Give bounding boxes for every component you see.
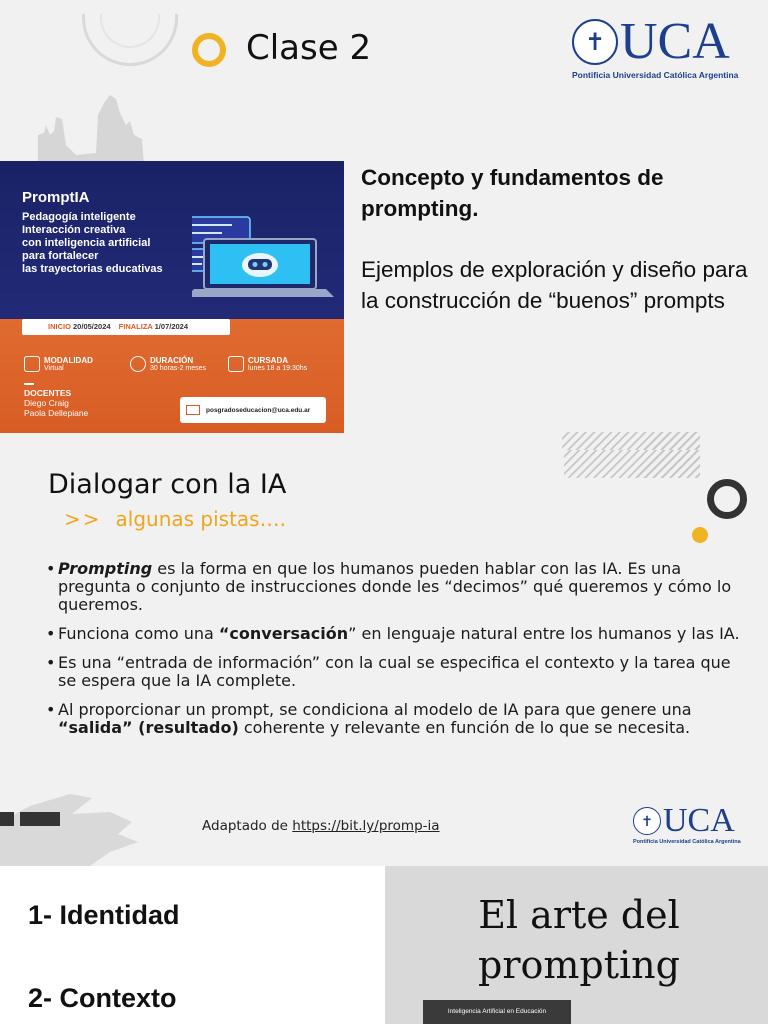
context-item: 2- Contexto	[28, 983, 177, 1013]
decorative-hatch	[564, 450, 700, 478]
docentes-label: DOCENTES	[24, 388, 72, 398]
duracion-value: 30 horas-2 meses	[150, 365, 207, 372]
poster-line: con inteligencia artificial	[22, 237, 151, 249]
bold-term: “conversación	[218, 624, 349, 643]
arte-title	[385, 890, 768, 990]
bullet-list	[46, 560, 746, 748]
subtitle-text: algunas pistas….	[115, 507, 286, 531]
cursada-info	[228, 356, 307, 373]
slide-dialogar	[0, 450, 768, 866]
arte-panel	[385, 866, 768, 1024]
docente-name: Diego Craig	[24, 398, 69, 408]
slide-arte-prompting	[0, 866, 768, 1024]
modalidad-info	[24, 356, 93, 373]
decorative-skyline	[36, 95, 146, 165]
uca-seal-icon: ✝	[633, 807, 661, 835]
bullet-text: ” en lenguaje natural entre los humanos y las IA.	[348, 624, 740, 643]
uca-wordmark: UCA	[620, 13, 730, 70]
list-item	[46, 625, 746, 643]
decorative-hatch	[562, 432, 700, 450]
modalidad-label: MODALIDAD	[44, 356, 93, 365]
bullet-icon: •	[46, 653, 56, 672]
docentes-block	[24, 383, 88, 418]
poster-line: para fortalecer	[22, 250, 99, 262]
arte-title-line: prompting	[478, 943, 680, 987]
source-label: Adaptado de	[202, 818, 293, 834]
uca-logo	[572, 13, 739, 80]
concept-description: Ejemplos de exploración y diseño para la construcción de “buenos” prompts	[361, 257, 748, 313]
course-dates-bar	[22, 319, 230, 335]
list-item	[46, 654, 746, 690]
decorative-brush	[0, 792, 140, 866]
uca-wordmark: UCA	[663, 802, 735, 839]
cursada-label: CURSADA	[248, 356, 288, 365]
bold-term: “salida” (resultado)	[58, 718, 239, 737]
topic-tag: Inteligencia Artificial en Educación	[423, 1000, 571, 1024]
poster-line: las trayectorias educativas	[22, 263, 163, 275]
slide-clase-2	[0, 0, 768, 450]
bullet-icon: •	[46, 624, 56, 643]
course-poster	[0, 161, 344, 433]
slide-title: Dialogar con la IA	[48, 469, 287, 500]
concept-heading: Concepto y fundamentos de prompting.	[361, 165, 664, 221]
contact-email	[180, 397, 326, 423]
finaliza-label: FINALIZA	[118, 322, 153, 331]
list-item	[46, 560, 746, 614]
duracion-info	[130, 356, 206, 373]
uca-subtitle: Pontificia Universidad Católica Argentina	[572, 70, 739, 80]
uca-seal-icon: ✝	[572, 19, 618, 65]
source-link[interactable]: https://bit.ly/promp-ia	[292, 818, 440, 834]
uca-logo	[633, 804, 741, 845]
finaliza-value: 1/07/2024	[154, 322, 189, 331]
bullet-text: Es una “entrada de información” con la cual se especifica el contexto y la tarea que se espera que la IA complete.	[58, 653, 731, 690]
inicio-label: INICIO	[48, 322, 71, 331]
list-item	[46, 701, 746, 737]
identity-item: 1- Identidad	[28, 900, 180, 930]
computer-icon	[24, 356, 40, 372]
dark-ring-icon	[707, 479, 747, 519]
mail-icon	[186, 405, 200, 415]
poster-title: PromptIA	[22, 189, 90, 206]
bullet-text: Funciona como una	[58, 624, 219, 643]
poster-line: Pedagogía inteligente	[22, 211, 136, 223]
calendar-icon	[228, 356, 244, 372]
cursada-value: lunes 18 a 19:30hs	[248, 365, 308, 372]
divider	[24, 383, 34, 385]
class-title: Clase 2	[246, 28, 372, 68]
uca-subtitle: Pontificia Universidad Católica Argentina	[633, 839, 741, 845]
modalidad-value: Virtual	[44, 365, 64, 372]
yellow-dot-icon	[692, 527, 708, 543]
decorative-blocks	[0, 812, 60, 828]
chevron-right-icon: >>	[64, 507, 102, 531]
docente-name: Paola Dellepiane	[24, 408, 89, 418]
arte-title-line: El arte del	[478, 893, 680, 937]
slide-subtitle	[64, 507, 286, 531]
poster-tagline	[22, 211, 163, 276]
clock-icon	[130, 356, 146, 372]
bullet-icon: •	[46, 559, 56, 578]
poster-line: Interacción creativa	[22, 224, 126, 236]
bold-term: Prompting	[58, 559, 153, 578]
laptop-robot-illustration	[192, 209, 334, 299]
bullet-text: es la forma en que los humanos pueden hablar con las IA. Es una pregunta o conjunto de instrucciones donde les “decimos” qué queremos y cómo lo queremos.	[58, 559, 732, 614]
bullet-icon: •	[46, 700, 56, 719]
bullet-text: Al proporcionar un prompt, se condiciona al modelo de IA para que genere una	[58, 700, 692, 719]
duracion-label: DURACIÓN	[150, 356, 194, 365]
email-address: posgradoseducacion@uca.edu.ar	[206, 406, 311, 414]
yellow-ring-icon	[192, 33, 226, 67]
inicio-value: 20/05/2024	[73, 322, 111, 331]
bullet-text: coherente y relevante en función de lo que se necesita.	[238, 718, 691, 737]
source-credit	[202, 818, 440, 834]
